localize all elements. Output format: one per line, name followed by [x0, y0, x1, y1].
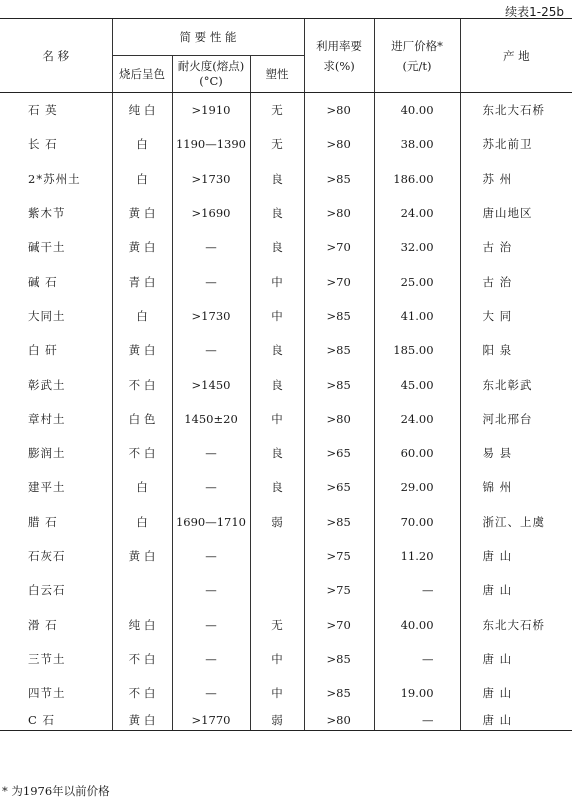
table-row	[0, 573, 572, 607]
cell-refractoriness: —	[172, 470, 250, 504]
cell-name: 石灰石	[28, 549, 66, 563]
cell-plasticity: 良	[250, 333, 304, 367]
cell-origin: 大 同	[460, 299, 572, 333]
cell-utilization: >85	[304, 367, 374, 401]
cell-name: 碱 石	[28, 274, 58, 289]
cell-plasticity: 无	[250, 93, 304, 128]
cell-name: 膨润土	[28, 446, 66, 461]
cell-origin: 东北大石桥	[460, 607, 572, 641]
cell-color: 白	[112, 470, 172, 504]
cell-price: 40.00	[374, 607, 460, 641]
cell-utilization: >70	[304, 607, 374, 641]
cell-name: 四节土	[28, 686, 66, 701]
cell-origin: 唐 山	[460, 642, 572, 676]
cell-refractoriness: —	[172, 607, 250, 641]
cell-utilization: >80	[304, 402, 374, 436]
cell-name: 白云石	[28, 583, 66, 598]
cell-price: —	[374, 710, 460, 731]
table-row	[0, 93, 572, 128]
cell-price: 45.00	[374, 367, 460, 401]
cell-origin: 苏 州	[460, 162, 572, 196]
cell-color: 纯 白	[112, 607, 172, 641]
cell-utilization: >85	[304, 642, 374, 676]
cell-utilization: >70	[304, 230, 374, 264]
cell-utilization: >75	[304, 539, 374, 573]
cell-origin: 锦 州	[460, 470, 572, 504]
table-row	[0, 264, 572, 298]
cell-refractoriness: >1730	[172, 162, 250, 196]
cell-plasticity: 弱	[250, 710, 304, 731]
table-row	[0, 607, 572, 641]
cell-price: 19.00	[374, 676, 460, 710]
cell-refractoriness: >1690	[172, 196, 250, 230]
cell-plasticity: 中	[250, 642, 304, 676]
cell-refractoriness: 1450±20	[172, 402, 250, 436]
cell-origin: 东北彰武	[460, 367, 572, 401]
cell-origin: 浙江、上虞	[460, 505, 572, 539]
cell-origin: 唐 山	[460, 676, 572, 710]
table-row	[0, 299, 572, 333]
cell-utilization: >85	[304, 676, 374, 710]
cell-name: 三节土	[28, 651, 66, 666]
cell-color	[112, 573, 172, 607]
cell-origin: 古 治	[460, 264, 572, 298]
cell-plasticity: 中	[250, 299, 304, 333]
cell-plasticity: 良	[250, 196, 304, 230]
cell-color: 白	[112, 299, 172, 333]
cell-utilization: >85	[304, 333, 374, 367]
cell-utilization: >85	[304, 505, 374, 539]
header-utilization: 利用率要求(%)	[304, 19, 374, 93]
cell-price: 60.00	[374, 436, 460, 470]
cell-plasticity: 良	[250, 230, 304, 264]
cell-refractoriness: —	[172, 264, 250, 298]
table-row	[0, 642, 572, 676]
cell-refractoriness: >1770	[172, 710, 250, 731]
table-caption: 续表1-25b	[505, 5, 564, 19]
cell-origin: 唐 山	[460, 539, 572, 573]
cell-plasticity: 无	[250, 127, 304, 161]
cell-color: 青 白	[112, 264, 172, 298]
cell-color: 白	[112, 127, 172, 161]
cell-price: 38.00	[374, 127, 460, 161]
table-row	[0, 230, 572, 264]
cell-origin: 唐 山	[460, 710, 572, 731]
cell-origin: 东北大石桥	[460, 93, 572, 128]
cell-utilization: >65	[304, 436, 374, 470]
table-row	[0, 127, 572, 161]
cell-origin: 唐山地区	[460, 196, 572, 230]
cell-origin: 易 县	[460, 436, 572, 470]
cell-price: 24.00	[374, 196, 460, 230]
cell-color: 黄 白	[112, 710, 172, 731]
table-row	[0, 402, 572, 436]
cell-refractoriness: —	[172, 573, 250, 607]
header-color: 烧后呈色	[112, 56, 172, 93]
cell-utilization: >85	[304, 162, 374, 196]
cell-color: 黄 白	[112, 333, 172, 367]
cell-plasticity: 良	[250, 367, 304, 401]
cell-color: 不 白	[112, 676, 172, 710]
cell-color: 纯 白	[112, 93, 172, 128]
cell-price: 25.00	[374, 264, 460, 298]
table-row	[0, 367, 572, 401]
cell-name: 章村土	[28, 411, 66, 426]
cell-origin: 唐 山	[460, 573, 572, 607]
cell-name: 腊 石	[28, 514, 58, 529]
cell-refractoriness: >1730	[172, 299, 250, 333]
table-row	[0, 505, 572, 539]
cell-plasticity: 良	[250, 470, 304, 504]
cell-price: 40.00	[374, 93, 460, 128]
cell-price: 32.00	[374, 230, 460, 264]
cell-utilization: >80	[304, 196, 374, 230]
cell-name: 2*苏州土	[28, 171, 81, 186]
cell-plasticity: 中	[250, 264, 304, 298]
cell-color: 不 白	[112, 367, 172, 401]
cell-utilization: >80	[304, 710, 374, 731]
cell-origin: 苏北前卫	[460, 127, 572, 161]
table-row	[0, 333, 572, 367]
cell-refractoriness: —	[172, 333, 250, 367]
materials-table	[0, 18, 572, 731]
cell-plasticity: 中	[250, 676, 304, 710]
table-row	[0, 539, 572, 573]
cell-refractoriness: 1690—1710	[172, 505, 250, 539]
cell-name: 滑 石	[28, 617, 58, 632]
cell-color: 不 白	[112, 642, 172, 676]
cell-price: 70.00	[374, 505, 460, 539]
cell-plasticity: 良	[250, 162, 304, 196]
header-price: 进厂价格*(元/t)	[374, 19, 460, 93]
cell-name: 建平土	[28, 480, 66, 495]
cell-price: 11.20	[374, 539, 460, 573]
header-name: 名 移	[0, 19, 112, 93]
cell-price: —	[374, 642, 460, 676]
cell-utilization: >70	[304, 264, 374, 298]
cell-refractoriness: >1910	[172, 93, 250, 128]
cell-price: 186.00	[374, 162, 460, 196]
cell-color: 不 白	[112, 436, 172, 470]
cell-plasticity: 无	[250, 607, 304, 641]
cell-utilization: >65	[304, 470, 374, 504]
table-row	[0, 196, 572, 230]
cell-color: 黄 白	[112, 230, 172, 264]
cell-refractoriness: —	[172, 676, 250, 710]
cell-plasticity: 中	[250, 402, 304, 436]
cell-origin: 阳 泉	[460, 333, 572, 367]
cell-price: 185.00	[374, 333, 460, 367]
cell-refractoriness: —	[172, 436, 250, 470]
cell-color: 黄 白	[112, 539, 172, 573]
cell-name: 大同土	[28, 308, 66, 323]
cell-name: 紫木节	[28, 206, 66, 221]
header-plasticity: 塑性	[250, 56, 304, 93]
cell-name: 长 石	[28, 137, 58, 152]
cell-color: 黄 白	[112, 196, 172, 230]
cell-price: 29.00	[374, 470, 460, 504]
cell-name: 碱干土	[28, 240, 66, 255]
table-row	[0, 710, 572, 731]
cell-refractoriness: >1450	[172, 367, 250, 401]
cell-price: 41.00	[374, 299, 460, 333]
cell-utilization: >80	[304, 93, 374, 128]
footnote: * 为1976年以前价格	[2, 784, 110, 798]
header-refractoriness: 耐火度(熔点)(°C)	[172, 56, 250, 93]
cell-origin: 河北邢台	[460, 402, 572, 436]
cell-utilization: >85	[304, 299, 374, 333]
table-row	[0, 676, 572, 710]
cell-plasticity	[250, 539, 304, 573]
cell-name: C 石	[0, 710, 112, 731]
cell-refractoriness: —	[172, 230, 250, 264]
cell-price: —	[374, 573, 460, 607]
table-row	[0, 436, 572, 470]
header-origin: 产 地	[460, 19, 572, 93]
cell-name: 白 矸	[28, 343, 58, 358]
cell-price: 24.00	[374, 402, 460, 436]
cell-refractoriness: 1190—1390	[172, 127, 250, 161]
cell-utilization: >80	[304, 127, 374, 161]
cell-color: 白	[112, 162, 172, 196]
cell-color: 白 色	[112, 402, 172, 436]
cell-origin: 古 治	[460, 230, 572, 264]
cell-plasticity: 弱	[250, 505, 304, 539]
cell-plasticity	[250, 573, 304, 607]
cell-refractoriness: —	[172, 539, 250, 573]
table-row	[0, 162, 572, 196]
cell-plasticity: 良	[250, 436, 304, 470]
cell-name: 彰武土	[28, 377, 66, 392]
cell-refractoriness: —	[172, 642, 250, 676]
cell-utilization: >75	[304, 573, 374, 607]
table-row	[0, 470, 572, 504]
header-properties: 简 要 性 能	[112, 19, 304, 56]
cell-name: 石 英	[28, 103, 58, 118]
cell-color: 白	[112, 505, 172, 539]
